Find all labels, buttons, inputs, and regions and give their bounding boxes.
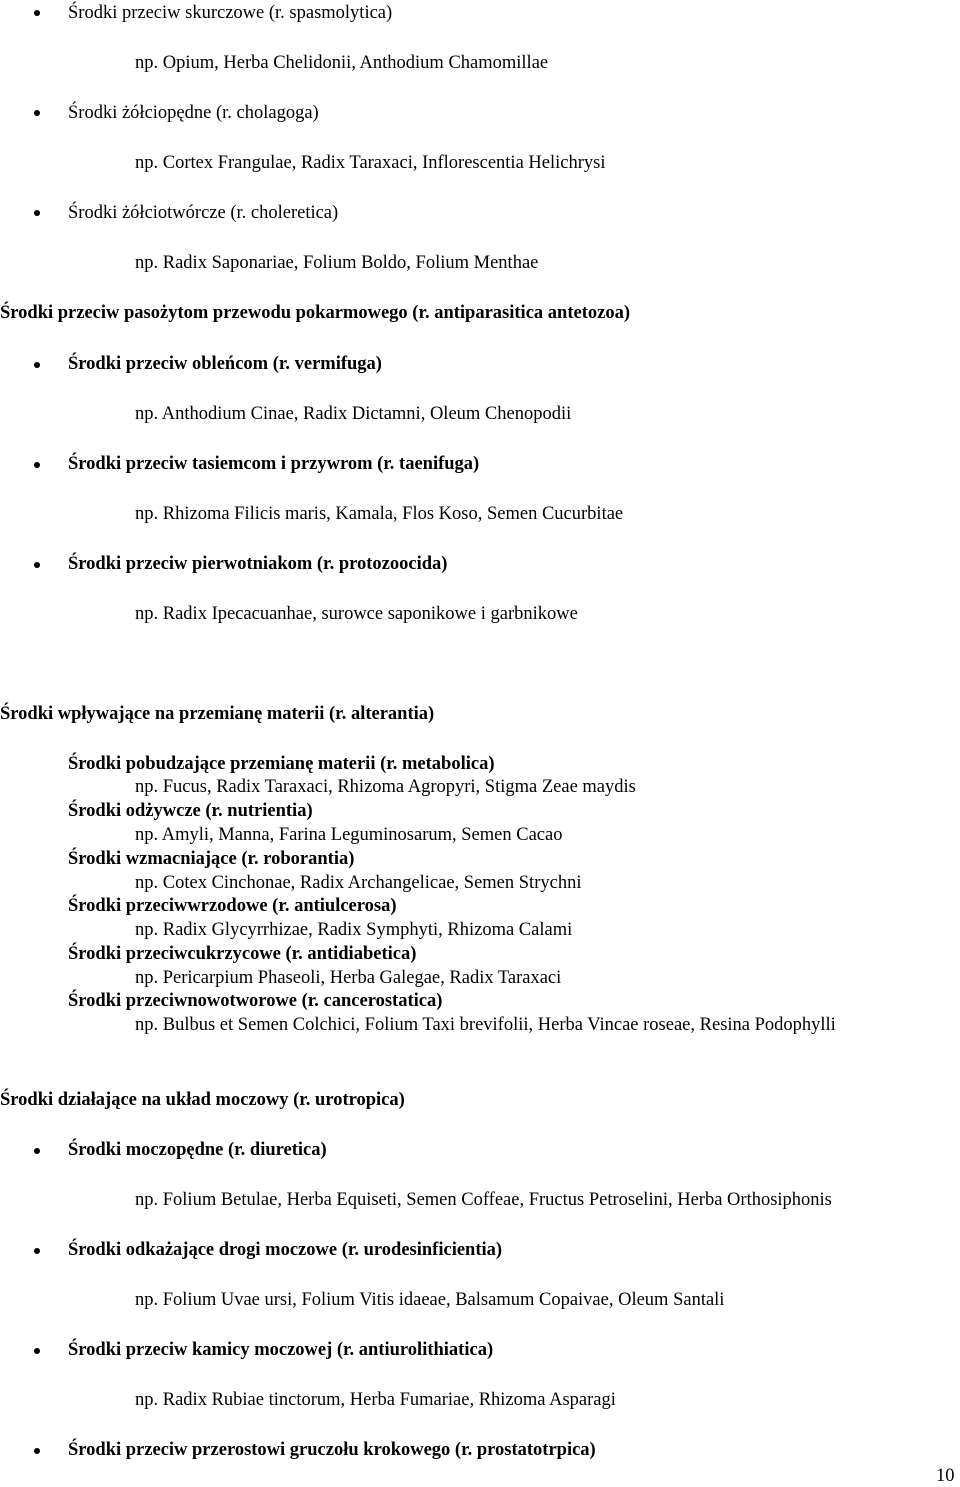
list-item-heading: Środki odżywcze (r. nutrientia) xyxy=(68,801,313,821)
list-item-example: np. Cotex Cinchonae, Radix Archangelicae, Semen Strychni xyxy=(135,873,582,893)
list-item-example: np. Cortex Frangulae, Radix Taraxaci, Inflorescentia Helichrysi xyxy=(135,153,606,173)
list-item-heading: Środki przeciw kamicy moczowej (r. antiurolithiatica) xyxy=(68,1340,494,1360)
list-item-example: np. Folium Betulae, Herba Equiseti, Semen Coffeae, Fructus Petroselini, Herba Orthosiphonis xyxy=(135,1190,832,1210)
list-item-heading: Środki przeciw przerostowi gruczołu krokowego (r. prostatotrpica) xyxy=(68,1440,596,1460)
list-item-heading: Środki moczopędne (r. diuretica) xyxy=(68,1140,327,1160)
list-bullet xyxy=(34,1348,40,1354)
section-title: Środki działające na układ moczowy (r. urotropica) xyxy=(0,1090,405,1110)
list-bullet xyxy=(34,562,40,568)
list-item-heading: Środki pobudzające przemianę materii (r. metabolica) xyxy=(68,754,495,774)
list-bullet xyxy=(34,1448,40,1454)
list-bullet xyxy=(34,462,40,468)
list-item-example: np. Rhizoma Filicis maris, Kamala, Flos Koso, Semen Cucurbitae xyxy=(135,504,624,524)
list-item-heading: Środki przeciw skurczowe (r. spasmolytica) xyxy=(68,3,393,23)
list-item-example: np. Bulbus et Semen Colchici, Folium Taxi brevifolii, Herba Vincae roseae, Resina Podophylli xyxy=(135,1015,836,1035)
list-item-example: np. Radix Rubiae tinctorum, Herba Fumariae, Rhizoma Asparagi xyxy=(135,1390,616,1410)
list-item-example: np. Folium Uvae ursi, Folium Vitis idaeae, Balsamum Copaivae, Oleum Santali xyxy=(135,1290,725,1310)
list-bullet xyxy=(34,362,40,368)
list-item-example: np. Opium, Herba Chelidonii, Anthodium Chamomillae xyxy=(135,53,549,73)
list-item-example: np. Amyli, Manna, Farina Leguminosarum, Semen Cacao xyxy=(135,825,563,845)
list-item-example: np. Radix Saponariae, Folium Boldo, Folium Menthae xyxy=(135,253,539,273)
list-bullet xyxy=(34,1148,40,1154)
list-bullet xyxy=(34,110,40,116)
list-item-heading: Środki żółciopędne (r. cholagoga) xyxy=(68,103,319,123)
list-item-example: np. Radix Glycyrrhizae, Radix Symphyti, Rhizoma Calami xyxy=(135,920,573,940)
list-item-heading: Środki przeciw tasiemcom i przywrom (r. taenifuga) xyxy=(68,454,480,474)
list-item-heading: Środki żółciotwórcze (r. choleretica) xyxy=(68,203,339,223)
list-item-heading: Środki przeciw pierwotniakom (r. protozoocida) xyxy=(68,554,448,574)
list-item-heading: Środki odkażające drogi moczowe (r. urodesinficientia) xyxy=(68,1240,503,1260)
list-item-example: np. Pericarpium Phaseoli, Herba Galegae, Radix Taraxaci xyxy=(135,968,562,988)
list-item-example: np. Anthodium Cinae, Radix Dictamni, Oleum Chenopodii xyxy=(135,404,572,424)
list-bullet xyxy=(34,1248,40,1254)
list-item-example: np. Fucus, Radix Taraxaci, Rhizoma Agropyri, Stigma Zeae maydis xyxy=(135,777,636,797)
list-item-heading: Środki przeciwnowotworowe (r. cancerostatica) xyxy=(68,991,443,1011)
section-title: Środki przeciw pasożytom przewodu pokarmowego (r. antiparasitica antetozoa) xyxy=(0,303,630,323)
list-bullet xyxy=(34,210,40,216)
list-item-heading: Środki wzmacniające (r. roborantia) xyxy=(68,849,355,869)
list-item-heading: Środki przeciwwrzodowe (r. antiulcerosa) xyxy=(68,896,397,916)
list-item-example: np. Radix Ipecacuanhae, surowce saponikowe i garbnikowe xyxy=(135,604,578,624)
list-bullet xyxy=(34,10,40,16)
list-item-heading: Środki przeciwcukrzycowe (r. antidiabetica) xyxy=(68,944,417,964)
page-number: 10 xyxy=(936,1466,955,1486)
list-item-heading: Środki przeciw obleńcom (r. vermifuga) xyxy=(68,354,382,374)
section-title: Środki wpływające na przemianę materii (r. alterantia) xyxy=(0,704,435,724)
